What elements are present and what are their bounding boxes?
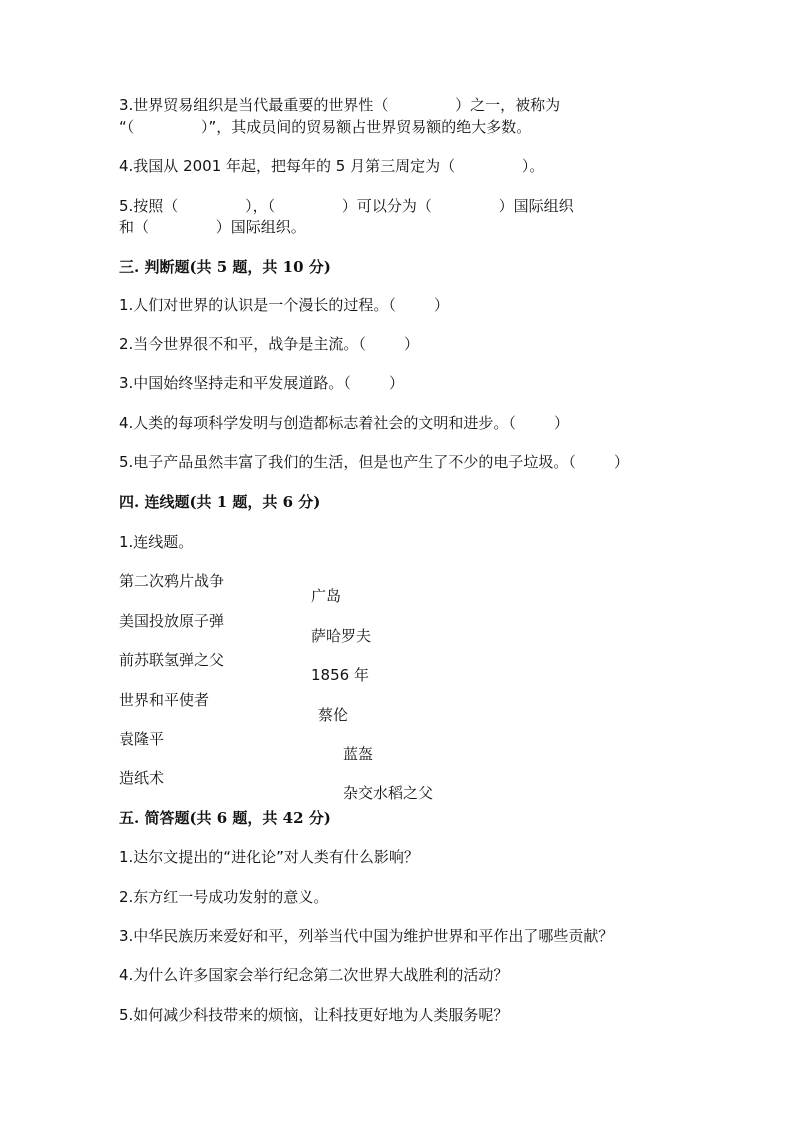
tf-item-4: 4.人类的每项科学发明与创造都标志着社会的文明和进步。（ ） (119, 414, 569, 432)
matching-left-1: 第二次鸦片战争 (119, 572, 225, 590)
fill-q5-line2: 和（ ）国际组织。 (119, 218, 306, 236)
section-short-answer-heading: 五. 简答题(共 6 题，共 42 分) (119, 809, 331, 827)
matching-left-6: 造纸术 (119, 769, 165, 787)
sa-item-4: 4.为什么许多国家会举行纪念第二次世界大战胜利的活动？ (119, 966, 509, 984)
matching-left-4: 世界和平使者 (119, 691, 210, 709)
sa-item-3: 3.中华民族历来爱好和平，列举当代中国为维护世界和平作出了哪些贡献？ (119, 927, 614, 945)
matching-right-3: 1856 年 (311, 666, 369, 684)
tf-item-3: 3.中国始终坚持走和平发展道路。（ ） (119, 374, 404, 392)
matching-left-5: 袁隆平 (119, 730, 165, 748)
section-matching-heading: 四. 连线题(共 1 题，共 6 分) (119, 493, 321, 511)
sa-item-5: 5.如何减少科技带来的烦恼，让科技更好地为人类服务呢？ (119, 1006, 509, 1024)
tf-item-2: 2.当今世界很不和平，战争是主流。（ ） (119, 335, 419, 353)
sa-item-1: 1.达尔文提出的“进化论”对人类有什么影响？ (119, 848, 419, 866)
matching-right-6: 杂交水稻之父 (343, 784, 434, 802)
fill-q4: 4.我国从 2001 年起，把每年的 5 月第三周定为（ ）。 (119, 157, 545, 175)
matching-right-2: 萨哈罗夫 (311, 627, 372, 645)
tf-item-1: 1.人们对世界的认识是一个漫长的过程。（ ） (119, 296, 449, 314)
matching-left-3: 前苏联氢弹之父 (119, 651, 225, 669)
matching-right-5: 蓝盔 (343, 745, 374, 763)
matching-prompt: 1.连线题。 (119, 533, 194, 551)
matching-right-4: 蔡伦 (318, 706, 349, 724)
tf-item-5: 5.电子产品虽然丰富了我们的生活，但是也产生了不少的电子垃圾。（ ） (119, 453, 629, 471)
section-true-false-heading: 三. 判断题(共 5 题，共 10 分) (119, 258, 331, 276)
fill-q3-line1: 3.世界贸易组织是当代最重要的世界性（ ）之一，被称为 (119, 96, 561, 114)
fill-q5-line1: 5.按照（ ），（ ）可以分为（ ）国际组织 (119, 197, 574, 215)
matching-left-2: 美国投放原子弹 (119, 612, 225, 630)
fill-q3-line2: “（ ）”，其成员间的贸易额占世界贸易额的绝大多数。 (119, 118, 532, 136)
sa-item-2: 2.东方红一号成功发射的意义。 (119, 888, 329, 906)
matching-right-1: 广岛 (311, 587, 342, 605)
